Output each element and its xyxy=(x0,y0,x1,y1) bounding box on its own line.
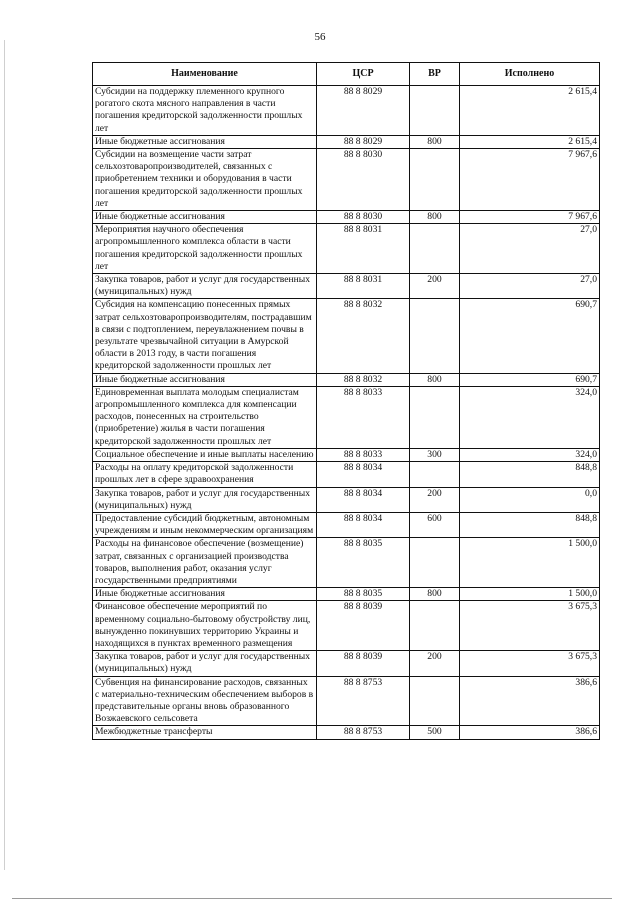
row-exec-cell: 3 675,3 xyxy=(460,651,600,676)
row-vr-cell xyxy=(410,149,460,211)
table-row xyxy=(93,386,600,448)
row-csr-cell: 88 8 8031 xyxy=(317,224,410,274)
row-csr-cell: 88 8 8035 xyxy=(317,538,410,588)
row-name-cell: Финансовое обеспечение мероприятий по временному социально-бытовому обустройству лиц, вынужденно покинувших территорию Украины и находящихся в пунктах временного размещения xyxy=(93,601,317,651)
table-row xyxy=(93,726,600,739)
header-name: Наименование xyxy=(93,63,317,86)
row-exec-cell: 324,0 xyxy=(460,386,600,448)
header-csr: ЦСР xyxy=(317,63,410,86)
row-vr-cell: 200 xyxy=(410,487,460,512)
row-csr-cell: 88 8 8034 xyxy=(317,487,410,512)
row-vr-cell: 200 xyxy=(410,651,460,676)
row-exec-cell: 690,7 xyxy=(460,299,600,373)
row-name-cell: Предоставление субсидий бюджетным, автономным учреждениям и иным некоммерческим организациям xyxy=(93,512,317,537)
row-exec-cell: 386,6 xyxy=(460,676,600,726)
row-vr-cell: 800 xyxy=(410,135,460,148)
row-exec-cell: 690,7 xyxy=(460,373,600,386)
row-vr-cell: 800 xyxy=(410,211,460,224)
row-csr-cell: 88 8 8031 xyxy=(317,274,410,299)
table-row xyxy=(93,135,600,148)
row-exec-cell: 386,6 xyxy=(460,726,600,739)
row-name-cell: Субсидии на поддержку племенного крупного рогатого скота мясного направления в части погашения кредиторской задолженности прошлых лет xyxy=(93,86,317,136)
row-name-cell: Закупка товаров, работ и услуг для государственных (муниципальных) нужд xyxy=(93,651,317,676)
row-vr-cell xyxy=(410,462,460,487)
table-row xyxy=(93,538,600,588)
row-name-cell: Иные бюджетные ассигнования xyxy=(93,588,317,601)
scan-edge-left xyxy=(4,40,5,870)
row-csr-cell: 88 8 8035 xyxy=(317,588,410,601)
row-exec-cell: 0,0 xyxy=(460,487,600,512)
table-body xyxy=(93,86,600,740)
row-exec-cell: 848,8 xyxy=(460,462,600,487)
row-name-cell: Закупка товаров, работ и услуг для государственных (муниципальных) нужд xyxy=(93,274,317,299)
row-vr-cell xyxy=(410,224,460,274)
row-vr-cell: 600 xyxy=(410,512,460,537)
row-csr-cell: 88 8 8039 xyxy=(317,651,410,676)
row-csr-cell: 88 8 8753 xyxy=(317,726,410,739)
row-exec-cell: 7 967,6 xyxy=(460,211,600,224)
row-vr-cell xyxy=(410,601,460,651)
row-name-cell: Субвенция на финансирование расходов, связанных с материально-техническим обеспечением выборов в представительные органы вновь образованного Возжаевского сельсовета xyxy=(93,676,317,726)
row-vr-cell xyxy=(410,86,460,136)
header-exec: Исполнено xyxy=(460,63,600,86)
table-row xyxy=(93,462,600,487)
row-csr-cell: 88 8 8029 xyxy=(317,135,410,148)
table-row xyxy=(93,448,600,461)
row-name-cell: Социальное обеспечение и иные выплаты населению xyxy=(93,448,317,461)
row-vr-cell xyxy=(410,538,460,588)
row-csr-cell: 88 8 8032 xyxy=(317,373,410,386)
row-csr-cell: 88 8 8030 xyxy=(317,149,410,211)
row-exec-cell: 1 500,0 xyxy=(460,538,600,588)
row-exec-cell: 1 500,0 xyxy=(460,588,600,601)
row-exec-cell: 7 967,6 xyxy=(460,149,600,211)
row-vr-cell: 200 xyxy=(410,274,460,299)
table-row xyxy=(93,211,600,224)
row-exec-cell: 324,0 xyxy=(460,448,600,461)
header-vr: ВР xyxy=(410,63,460,86)
row-name-cell: Расходы на финансовое обеспечение (возмещение) затрат, связанных с организацией производства товаров, выполнения работ, оказания услуг государственными предприятиями xyxy=(93,538,317,588)
row-vr-cell: 800 xyxy=(410,373,460,386)
table-row xyxy=(93,224,600,274)
row-name-cell: Закупка товаров, работ и услуг для государственных (муниципальных) нужд xyxy=(93,487,317,512)
row-exec-cell: 848,8 xyxy=(460,512,600,537)
table-row xyxy=(93,588,600,601)
row-vr-cell xyxy=(410,299,460,373)
row-name-cell: Единовременная выплата молодым специалистам агропромышленного комплекса для компенсации расходов, понесенных на строительство (приобретение) жилья в части погашения кредиторской задолженности прошлых лет xyxy=(93,386,317,448)
row-name-cell: Иные бюджетные ассигнования xyxy=(93,211,317,224)
row-vr-cell: 300 xyxy=(410,448,460,461)
table-row xyxy=(93,512,600,537)
row-name-cell: Мероприятия научного обеспечения агропромышленного комплекса области в части погашения кредиторской задолженности прошлых лет xyxy=(93,224,317,274)
row-csr-cell: 88 8 8033 xyxy=(317,448,410,461)
row-name-cell: Иные бюджетные ассигнования xyxy=(93,135,317,148)
table-header-row xyxy=(93,63,600,86)
page-number: 56 xyxy=(314,31,326,43)
table-row xyxy=(93,299,600,373)
table-row xyxy=(93,601,600,651)
table-row xyxy=(93,651,600,676)
row-name-cell: Межбюджетные трансферты xyxy=(93,726,317,739)
row-vr-cell xyxy=(410,676,460,726)
row-exec-cell: 2 615,4 xyxy=(460,86,600,136)
row-csr-cell: 88 8 8753 xyxy=(317,676,410,726)
row-vr-cell xyxy=(410,386,460,448)
table-row xyxy=(93,274,600,299)
row-csr-cell: 88 8 8034 xyxy=(317,462,410,487)
scan-edge-bottom xyxy=(12,898,612,899)
row-exec-cell: 2 615,4 xyxy=(460,135,600,148)
row-exec-cell: 27,0 xyxy=(460,274,600,299)
row-csr-cell: 88 8 8029 xyxy=(317,86,410,136)
row-exec-cell: 27,0 xyxy=(460,224,600,274)
row-name-cell: Иные бюджетные ассигнования xyxy=(93,373,317,386)
row-csr-cell: 88 8 8039 xyxy=(317,601,410,651)
table-row xyxy=(93,149,600,211)
row-csr-cell: 88 8 8033 xyxy=(317,386,410,448)
table-row xyxy=(93,487,600,512)
table-row xyxy=(93,676,600,726)
table-row xyxy=(93,86,600,136)
row-name-cell: Субсидии на возмещение части затрат сельхозтоваропроизводителей, связанных с приобретением техники и оборудования в части погашения кредиторской задолженности прошлых лет xyxy=(93,149,317,211)
budget-table xyxy=(92,62,600,740)
row-name-cell: Субсидия на компенсацию понесенных прямых затрат сельхозтоваропроизводителям, пострадавшим в связи с подтоплением, переувлажнением почвы в результате чрезвычайной ситуации в Амурской области в 2013 году, в части погашения кредиторской задолженности прошлых лет xyxy=(93,299,317,373)
row-vr-cell: 500 xyxy=(410,726,460,739)
table-row xyxy=(93,373,600,386)
row-csr-cell: 88 8 8034 xyxy=(317,512,410,537)
row-csr-cell: 88 8 8030 xyxy=(317,211,410,224)
row-csr-cell: 88 8 8032 xyxy=(317,299,410,373)
row-exec-cell: 3 675,3 xyxy=(460,601,600,651)
row-vr-cell: 800 xyxy=(410,588,460,601)
row-name-cell: Расходы на оплату кредиторской задолженности прошлых лет в сфере здравоохранения xyxy=(93,462,317,487)
